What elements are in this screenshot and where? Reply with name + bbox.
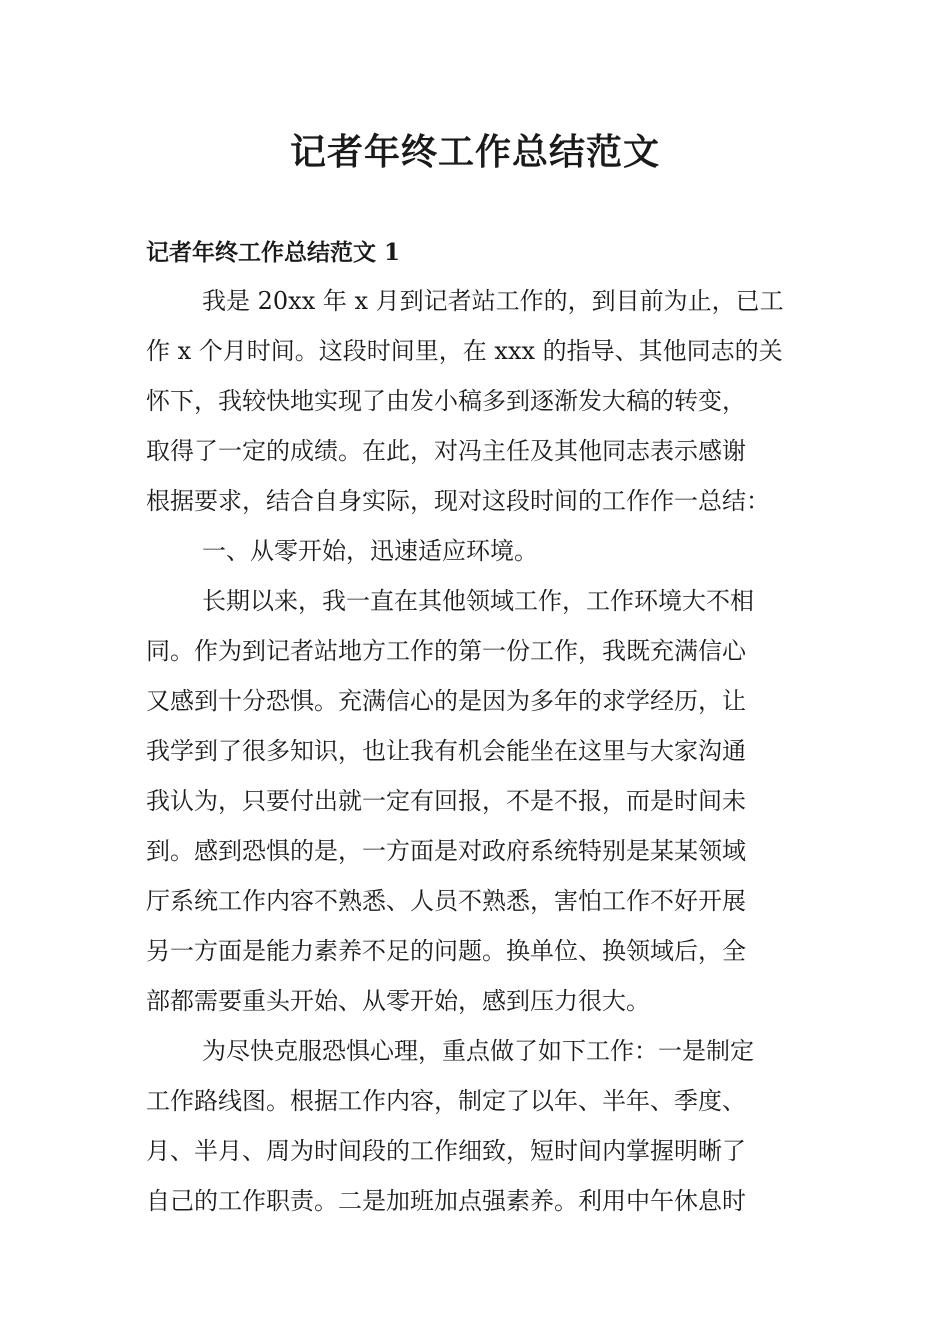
text-line: 厅系统工作内容不熟悉、人员不熟悉，害怕工作不好开展	[146, 887, 746, 915]
text-line: 取得了一定的成绩。在此，对冯主任及其他同志表示感谢	[146, 437, 746, 465]
text-line: 到。感到恐惧的是，一方面是对政府系统特别是某某领域	[146, 837, 746, 865]
text-line: 自己的工作职责。二是加班加点强素养。利用中午休息时	[146, 1187, 746, 1215]
text-line: 工作路线图。根据工作内容，制定了以年、半年、季度、	[146, 1087, 746, 1115]
text-line: 部都需要重头开始、从零开始，感到压力很大。	[146, 987, 650, 1015]
text-line: 另一方面是能力素养不足的问题。换单位、换领域后，全	[146, 937, 746, 965]
text-line: 一、从零开始，迅速适应环境。	[202, 537, 538, 565]
document-body	[146, 276, 806, 1226]
text-line: 我学到了很多知识，也让我有机会能坐在这里与大家沟通	[146, 737, 746, 765]
paragraph-background	[146, 576, 806, 1026]
section-heading: 记者年终工作总结范文 1	[146, 239, 401, 266]
text-line: 同。作为到记者站地方工作的第一份工作，我既充满信心	[146, 637, 746, 665]
paragraph-subheading	[146, 526, 806, 576]
text-line: 为尽快克服恐惧心理，重点做了如下工作：一是制定	[202, 1037, 754, 1065]
paragraph-measures	[146, 1026, 806, 1226]
text-line: 我认为，只要付出就一定有回报，不是不报，而是时间未	[146, 787, 746, 815]
text-line: 月、半月、周为时间段的工作细致，短时间内掌握明晰了	[146, 1137, 746, 1165]
text-line: 怀下，我较快地实现了由发小稿多到逐渐发大稿的转变，	[146, 387, 746, 415]
text-line: 作 x 个月时间。这段时间里，在 xxx 的指导、其他同志的关	[146, 337, 783, 365]
text-line: 长期以来，我一直在其他领域工作，工作环境大不相	[202, 587, 754, 615]
text-line: 我是 20xx 年 x 月到记者站工作的，到目前为止，已工	[202, 287, 784, 315]
paragraph-intro	[146, 276, 806, 526]
document-title: 记者年终工作总结范文	[289, 131, 660, 173]
text-line: 根据要求，结合自身实际，现对这段时间的工作作一总结：	[146, 487, 770, 515]
text-line: 又感到十分恐惧。充满信心的是因为多年的求学经历，让	[146, 687, 746, 715]
